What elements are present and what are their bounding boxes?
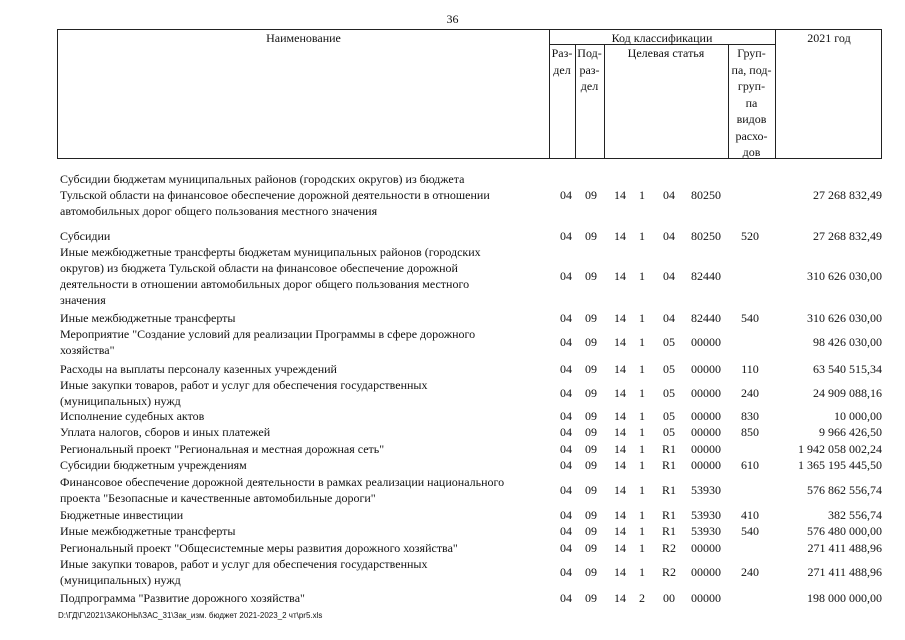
row-target-code: 82440	[691, 269, 721, 283]
row-amount: 310 626 030,00	[807, 269, 882, 283]
row-target-subprogram: 1	[639, 508, 645, 522]
page-number: 36	[446, 12, 459, 26]
row-name: Региональный проект "Региональная и местная дорожная сеть"	[60, 442, 385, 456]
row-razdel: 04	[560, 442, 572, 456]
row-podrazdel: 09	[585, 458, 597, 472]
row-razdel: 04	[560, 229, 572, 243]
row-target-event: R1	[661, 524, 676, 538]
row-expense-type: 540	[741, 524, 759, 538]
row-target-code: 00000	[691, 458, 721, 472]
row-target-subprogram: 1	[639, 386, 645, 400]
row-amount: 24 909 088,16	[813, 386, 882, 400]
row-razdel: 04	[560, 311, 572, 325]
row-razdel: 04	[560, 524, 572, 538]
row-target-code: 53930	[691, 524, 721, 538]
row-name: Финансовое обеспечение дорожной деятельности в рамках реализации национального проекта "Безопасные и качественные автомобильные дороги"	[60, 475, 505, 505]
row-target-subprogram: 1	[639, 229, 645, 243]
row-name: Расходы на выплаты персоналу казенных учреждений	[60, 362, 337, 376]
row-name: Иные межбюджетные трансферты	[60, 311, 236, 325]
row-podrazdel: 09	[585, 188, 597, 202]
row-target-program: 14	[614, 458, 626, 472]
row-expense-type: 410	[741, 508, 759, 522]
row-target-program: 14	[614, 591, 626, 605]
table-row	[0, 408, 905, 424]
row-amount: 27 268 832,49	[813, 188, 882, 202]
row-expense-type: 610	[741, 458, 759, 472]
header-name: Наименование	[266, 31, 341, 45]
row-target-event: 05	[663, 362, 675, 376]
row-expense-type: 110	[741, 362, 759, 376]
row-target-program: 14	[614, 524, 626, 538]
row-target-code: 53930	[691, 508, 721, 522]
row-target-subprogram: 1	[639, 541, 645, 555]
table-row	[0, 326, 905, 358]
row-target-event: 05	[663, 386, 675, 400]
row-target-program: 14	[614, 508, 626, 522]
row-amount: 576 480 000,00	[807, 524, 882, 538]
row-razdel: 04	[560, 508, 572, 522]
row-amount: 198 000 000,00	[807, 591, 882, 605]
row-razdel: 04	[560, 362, 572, 376]
row-target-program: 14	[614, 409, 626, 423]
row-podrazdel: 09	[585, 541, 597, 555]
row-target-event: R1	[661, 483, 676, 497]
row-target-subprogram: 1	[639, 442, 645, 456]
row-target-code: 00000	[691, 541, 721, 555]
row-target-event: 04	[663, 269, 675, 283]
table-row	[0, 424, 905, 440]
row-target-event: 05	[663, 425, 675, 439]
row-target-subprogram: 1	[639, 335, 645, 349]
row-podrazdel: 09	[585, 508, 597, 522]
row-name: Бюджетные инвестиции	[60, 508, 184, 522]
row-target-program: 14	[614, 188, 626, 202]
table-row	[0, 377, 905, 409]
row-target-event: R1	[661, 458, 676, 472]
row-name: Иные межбюджетные трансферты бюджетам муниципальных районов (городских округов) из бюджета Тульской области на финансовое обеспечение дорожной деятельности в отношении автомобильных дорог общего пользования местного значения	[60, 245, 481, 307]
table-row	[0, 228, 905, 244]
row-amount: 63 540 515,34	[813, 362, 882, 376]
row-name: Иные закупки товаров, работ и услуг для обеспечения государственных (муниципальных) нужд	[60, 557, 428, 587]
row-amount: 382 556,74	[828, 508, 882, 522]
row-name: Субсидии бюджетным учреждениям	[60, 458, 247, 472]
row-amount: 27 268 832,49	[813, 229, 882, 243]
row-target-event: 04	[663, 311, 675, 325]
row-amount: 98 426 030,00	[813, 335, 882, 349]
row-podrazdel: 09	[585, 409, 597, 423]
table-row	[0, 540, 905, 556]
row-amount: 9 966 426,50	[819, 425, 882, 439]
header-year: 2021 год	[807, 31, 851, 45]
table-row	[0, 556, 905, 588]
row-amount: 1 942 058 002,24	[798, 442, 882, 456]
header-podrazdel: Под- раз- дел	[577, 46, 602, 93]
row-target-code: 00000	[691, 442, 721, 456]
table-row	[0, 507, 905, 523]
row-target-program: 14	[614, 541, 626, 555]
row-target-program: 14	[614, 425, 626, 439]
row-name: Субсидии	[60, 229, 111, 243]
row-razdel: 04	[560, 409, 572, 423]
table-row	[0, 310, 905, 326]
row-amount: 271 411 488,96	[807, 565, 882, 579]
row-target-code: 00000	[691, 335, 721, 349]
row-name: Иные закупки товаров, работ и услуг для обеспечения государственных (муниципальных) нужд	[60, 378, 428, 408]
row-razdel: 04	[560, 458, 572, 472]
table-row	[0, 590, 905, 606]
row-target-code: 00000	[691, 425, 721, 439]
row-razdel: 04	[560, 386, 572, 400]
row-target-event: 04	[663, 229, 675, 243]
row-name: Региональный проект "Общесистемные меры развития дорожного хозяйства"	[60, 541, 458, 555]
table-header	[57, 29, 882, 159]
row-target-subprogram: 1	[639, 425, 645, 439]
row-podrazdel: 09	[585, 565, 597, 579]
row-target-code: 82440	[691, 311, 721, 325]
row-target-subprogram: 2	[639, 591, 645, 605]
row-podrazdel: 09	[585, 442, 597, 456]
table-row	[0, 361, 905, 377]
row-target-code: 00000	[691, 565, 721, 579]
row-podrazdel: 09	[585, 425, 597, 439]
row-razdel: 04	[560, 425, 572, 439]
table-row	[0, 171, 905, 219]
row-target-program: 14	[614, 565, 626, 579]
row-name: Субсидии бюджетам муниципальных районов (городских округов) из бюджета Тульской области на финансовое обеспечение дорожной деятельности в отношении автомобильных дорог общего пользования местного значения	[60, 172, 490, 218]
row-amount: 10 000,00	[834, 409, 882, 423]
header-vid: Груп- па, под- груп- па видов расхо- дов	[731, 46, 772, 159]
row-target-subprogram: 1	[639, 565, 645, 579]
row-razdel: 04	[560, 269, 572, 283]
row-target-code: 00000	[691, 362, 721, 376]
row-target-event: R2	[661, 565, 676, 579]
row-podrazdel: 09	[585, 483, 597, 497]
row-name: Исполнение судебных актов	[60, 409, 205, 423]
row-target-event: R1	[661, 442, 676, 456]
row-target-event: 05	[663, 409, 675, 423]
row-amount: 1 365 195 445,50	[798, 458, 882, 472]
table-row	[0, 244, 905, 308]
header-code: Код классификации	[611, 31, 713, 45]
row-target-subprogram: 1	[639, 362, 645, 376]
row-name: Подпрограмма "Развитие дорожного хозяйства"	[60, 591, 305, 605]
row-target-program: 14	[614, 483, 626, 497]
header-target: Целевая статья	[627, 46, 705, 60]
row-target-code: 00000	[691, 409, 721, 423]
row-expense-type: 830	[741, 409, 759, 423]
row-name: Уплата налогов, сборов и иных платежей	[60, 425, 271, 439]
row-target-subprogram: 1	[639, 458, 645, 472]
row-target-program: 14	[614, 269, 626, 283]
row-amount: 271 411 488,96	[807, 541, 882, 555]
row-expense-type: 540	[741, 311, 759, 325]
row-target-program: 14	[614, 362, 626, 376]
row-razdel: 04	[560, 541, 572, 555]
row-target-event: 05	[663, 335, 675, 349]
table-row	[0, 457, 905, 473]
row-razdel: 04	[560, 565, 572, 579]
row-target-program: 14	[614, 442, 626, 456]
row-target-code: 00000	[691, 386, 721, 400]
row-podrazdel: 09	[585, 335, 597, 349]
file-path-footer: D:\ГД\Г\2021\ЗАКОНЫ\ЗАС_31\Зак_изм. бюджет 2021-2023_2 чт\pr5.xls	[58, 611, 323, 620]
row-expense-type: 240	[741, 565, 759, 579]
row-expense-type: 240	[741, 386, 759, 400]
row-target-code: 00000	[691, 591, 721, 605]
row-podrazdel: 09	[585, 524, 597, 538]
row-target-code: 80250	[691, 229, 721, 243]
row-target-subprogram: 1	[639, 524, 645, 538]
row-amount: 310 626 030,00	[807, 311, 882, 325]
row-target-subprogram: 1	[639, 311, 645, 325]
row-razdel: 04	[560, 188, 572, 202]
row-amount: 576 862 556,74	[807, 483, 882, 497]
row-target-program: 14	[614, 386, 626, 400]
row-razdel: 04	[560, 335, 572, 349]
row-expense-type: 520	[741, 229, 759, 243]
row-target-code: 80250	[691, 188, 721, 202]
row-target-program: 14	[614, 311, 626, 325]
table-row	[0, 523, 905, 539]
row-target-event: R2	[661, 541, 676, 555]
header-razdel: Раз- дел	[551, 46, 573, 77]
row-podrazdel: 09	[585, 311, 597, 325]
row-target-program: 14	[614, 335, 626, 349]
row-target-subprogram: 1	[639, 483, 645, 497]
row-target-event: R1	[661, 508, 676, 522]
table-row	[0, 474, 905, 506]
row-podrazdel: 09	[585, 591, 597, 605]
row-target-subprogram: 1	[639, 269, 645, 283]
row-target-program: 14	[614, 229, 626, 243]
row-razdel: 04	[560, 483, 572, 497]
row-podrazdel: 09	[585, 362, 597, 376]
row-name: Иные межбюджетные трансферты	[60, 524, 236, 538]
row-podrazdel: 09	[585, 269, 597, 283]
row-target-event: 04	[663, 188, 675, 202]
row-target-subprogram: 1	[639, 188, 645, 202]
row-name: Мероприятие "Создание условий для реализации Программы в сфере дорожного хозяйства"	[60, 327, 476, 357]
table-row	[0, 441, 905, 457]
row-podrazdel: 09	[585, 229, 597, 243]
row-podrazdel: 09	[585, 386, 597, 400]
row-expense-type: 850	[741, 425, 759, 439]
row-target-subprogram: 1	[639, 409, 645, 423]
row-target-code: 53930	[691, 483, 721, 497]
row-target-event: 00	[663, 591, 675, 605]
row-razdel: 04	[560, 591, 572, 605]
